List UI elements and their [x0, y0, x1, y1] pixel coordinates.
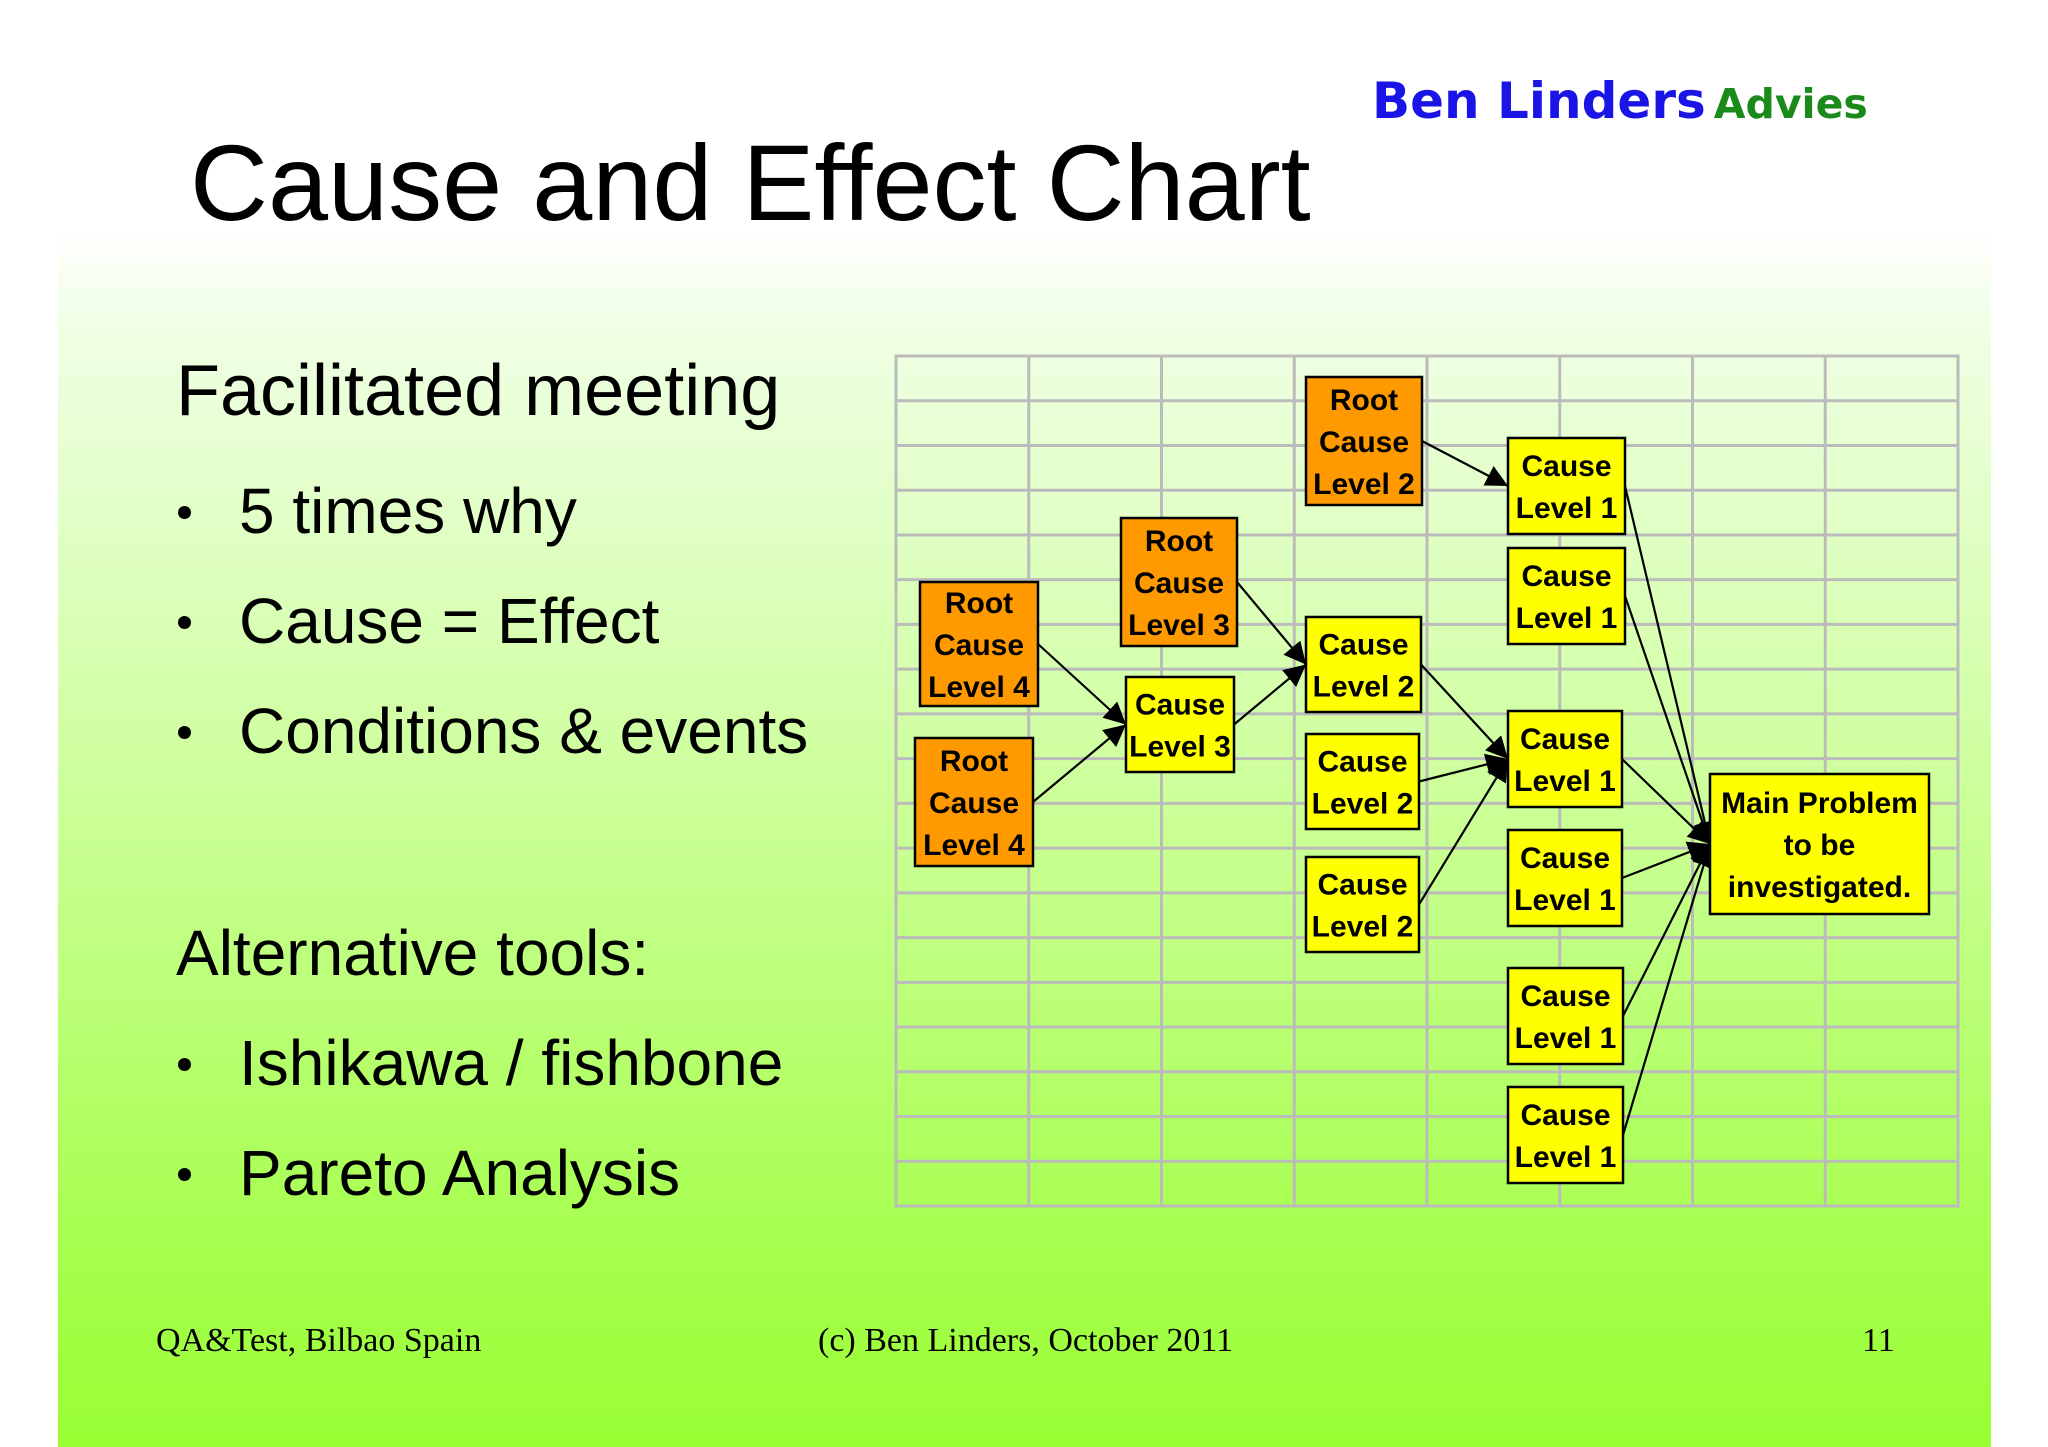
box-label: Level 1	[1515, 602, 1618, 635]
box-label: Cause	[1318, 628, 1409, 662]
box-label: Level 3	[1128, 609, 1230, 642]
box-label: Level 2	[1311, 910, 1414, 944]
box-label: Root	[1329, 384, 1399, 417]
box-label: Level 2	[1311, 787, 1414, 821]
cause-box	[1508, 438, 1625, 534]
bullet-text: 5 times why	[239, 475, 577, 547]
box-label: Level 4	[923, 829, 1025, 862]
cause-box	[1508, 1087, 1623, 1183]
edge-c1a-to-main	[1625, 486, 1710, 844]
box-label: investigated.	[1727, 871, 1912, 904]
box-label: Level 4	[928, 671, 1030, 704]
box-label: Level 2	[1312, 670, 1415, 704]
bullet-text: Pareto Analysis	[239, 1137, 681, 1209]
box-label: Cause	[1133, 567, 1225, 600]
box-label: Main Problem	[1721, 787, 1918, 820]
footer-page-number: 11	[1862, 1322, 1895, 1359]
edge-c2c-to-c1c	[1419, 759, 1508, 905]
cause-box	[1306, 857, 1419, 952]
bullet-text: Conditions & events	[239, 695, 809, 767]
box-label: Level 1	[1514, 765, 1616, 798]
cause-box	[1508, 548, 1625, 644]
brand-name: Ben Linders	[1372, 72, 1706, 130]
bullet-text: Ishikawa / fishbone	[239, 1027, 784, 1099]
cause-box	[1508, 830, 1622, 926]
cause-box	[1508, 968, 1623, 1064]
main-problem-box	[1710, 774, 1929, 914]
cause-box	[1126, 677, 1234, 772]
cause-box	[1306, 617, 1421, 712]
box-label: Cause	[1519, 842, 1611, 875]
box-label: Level 1	[1515, 492, 1618, 525]
edge-c1b-to-main	[1625, 596, 1710, 844]
cause-box	[1306, 734, 1419, 829]
box-label: Cause	[1520, 1099, 1611, 1132]
box-label: Cause	[933, 629, 1025, 662]
edge-r4b-to-c3	[1033, 725, 1126, 803]
root-cause-box	[1121, 518, 1237, 646]
box-label: Cause	[1519, 723, 1611, 756]
box-label: Cause	[1317, 745, 1408, 779]
box-label: Cause	[1318, 426, 1410, 459]
box-label: Root	[1144, 525, 1214, 558]
cause-box	[1508, 711, 1622, 807]
slide-title: Cause and Effect Chart	[190, 122, 1311, 243]
edge-c2a-to-c1c	[1421, 665, 1508, 760]
box-label: Level 1	[1514, 1022, 1617, 1055]
bullet-text: Cause = Effect	[239, 585, 660, 657]
box-label: Level 3	[1129, 730, 1231, 764]
footer-copyright: (c) Ben Linders, October 2011	[818, 1322, 1234, 1359]
box-label: Cause	[1317, 868, 1408, 902]
box-label: Root	[944, 587, 1014, 620]
section-heading-alternative: Alternative tools:	[176, 917, 650, 989]
box-label: Level 1	[1514, 1141, 1617, 1174]
root-cause-box	[915, 738, 1033, 866]
box-label: Cause	[928, 787, 1020, 820]
edge-c1c-to-main	[1622, 759, 1710, 844]
box-label: Cause	[1521, 450, 1612, 483]
box-label: Level 2	[1313, 468, 1415, 501]
root-cause-box	[1306, 377, 1422, 505]
box-label: Cause	[1521, 560, 1612, 593]
box-label: to be	[1783, 829, 1856, 862]
edge-r2-to-c1a	[1422, 441, 1508, 486]
box-label: Root	[939, 745, 1009, 778]
section-heading-facilitated: Facilitated meeting	[176, 351, 781, 431]
root-cause-box	[920, 582, 1038, 706]
box-label: Level 1	[1514, 884, 1616, 917]
box-label: Cause	[1520, 980, 1611, 1013]
brand-sub: Advies	[1713, 80, 1868, 128]
edge-c2b-to-c1c	[1419, 759, 1508, 782]
footer-event: QA&Test, Bilbao Spain	[156, 1322, 482, 1359]
box-label: Cause	[1134, 688, 1226, 722]
